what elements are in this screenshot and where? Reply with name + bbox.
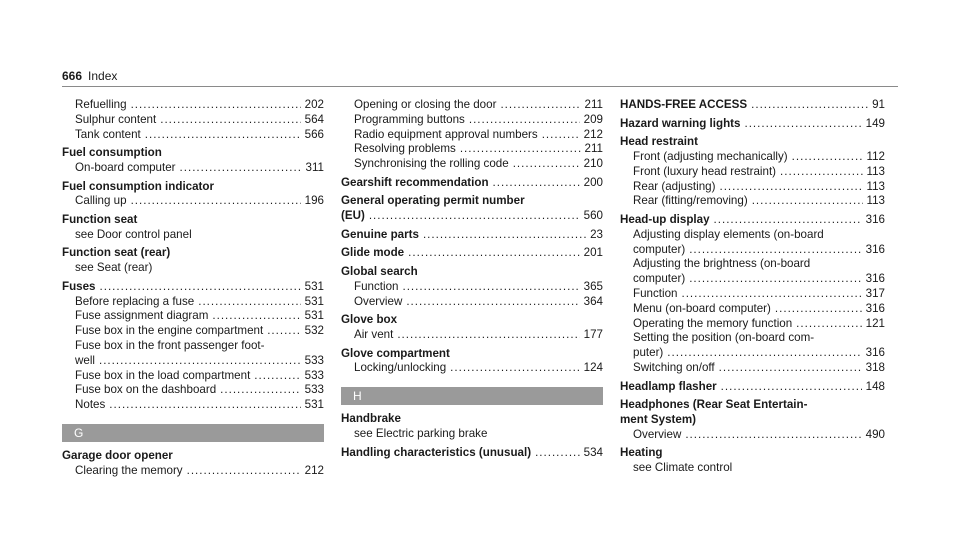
dot-leader [796, 317, 861, 332]
entry-label: Headphones (Rear Seat Entertain- [620, 398, 808, 412]
page-reference: 564 [304, 112, 324, 126]
dot-leader [752, 194, 863, 209]
page-reference: 532 [304, 324, 324, 338]
page-reference: 311 [305, 160, 324, 174]
entry-label: Fuel consumption [62, 146, 162, 160]
page-reference: 212 [304, 463, 324, 477]
page-reference: 365 [583, 279, 603, 293]
entry-label: Fuses [62, 279, 96, 293]
index-subentry [620, 361, 885, 376]
entry-label: Switching on/off [633, 360, 715, 374]
index-subentry [62, 324, 324, 339]
entry-label: Function [633, 286, 678, 300]
dot-leader [145, 128, 301, 143]
dot-leader [460, 142, 581, 157]
entry-label: Gearshift recommendation [341, 175, 489, 189]
index-subentry [341, 280, 603, 295]
page-reference: 23 [590, 227, 603, 241]
index-entry [341, 313, 603, 328]
entry-label: Calling up [75, 194, 127, 208]
entry-label: Fuse box in the load compartment [75, 368, 251, 382]
page-reference: 121 [865, 316, 885, 330]
entry-label: Tank content [75, 127, 141, 141]
page-number: 666 [62, 69, 83, 83]
dot-leader [212, 309, 300, 324]
dot-leader [187, 464, 301, 479]
index-subentry [62, 228, 324, 243]
page-reference: 91 [872, 98, 885, 111]
entry-label: Fuse box on the dashboard [75, 383, 217, 397]
page-reference: 316 [865, 346, 885, 360]
entry-label: Fuel consumption indicator [62, 179, 215, 193]
dot-leader [99, 354, 301, 369]
index-entry [341, 246, 603, 261]
dot-leader [408, 246, 580, 261]
index-subentry [62, 194, 324, 209]
page-reference: 209 [583, 112, 603, 126]
entry-label: Air vent [354, 327, 394, 341]
dot-leader [542, 128, 580, 143]
index-entry [620, 413, 885, 428]
index-entry [341, 228, 603, 243]
dot-leader [719, 361, 862, 376]
entry-label: Programming buttons [354, 112, 465, 126]
page-reference: 533 [304, 383, 324, 397]
entry-label: Adjusting the brightness (on-board [633, 257, 811, 271]
page-reference: 211 [584, 98, 603, 111]
entry-label: see Door control panel [75, 227, 192, 241]
index-subentry [341, 427, 603, 442]
index-subentry [620, 165, 885, 180]
entry-label: Overview [633, 427, 682, 441]
entry-label: Sulphur content [75, 112, 157, 126]
entry-label: see Climate control [633, 461, 733, 475]
page-reference: 531 [304, 398, 324, 412]
index-subentry [620, 243, 885, 258]
index-subentry [62, 295, 324, 310]
entry-label: HANDS-FREE ACCESS [620, 98, 748, 111]
page-title: Index [88, 69, 118, 83]
index-entry [341, 412, 603, 427]
dot-leader [513, 157, 580, 172]
entry-label: Function seat (rear) [62, 246, 171, 260]
entry-label: Front (adjusting mechanically) [633, 149, 788, 163]
index-entry [341, 446, 603, 461]
entry-label: Heating [620, 446, 663, 460]
dot-leader [751, 98, 868, 113]
index-entry [620, 117, 885, 132]
entry-label: Overview [354, 294, 403, 308]
entry-label: Locking/unlocking [354, 361, 447, 375]
index-entry [62, 280, 324, 295]
page-reference: 316 [865, 301, 885, 315]
index-subentry [62, 369, 324, 384]
index-subentry [341, 361, 603, 376]
dot-leader [220, 383, 300, 398]
page-reference: 149 [865, 116, 885, 130]
dot-leader [500, 98, 580, 113]
dot-leader [685, 428, 861, 443]
entry-label: Glove compartment [341, 346, 450, 360]
dot-leader [714, 213, 862, 228]
entry-label: Refuelling [75, 98, 127, 111]
entry-label: well [75, 353, 95, 367]
page-reference: 113 [866, 179, 885, 193]
index-entry [341, 347, 603, 362]
index-subentry [620, 302, 885, 317]
entry-label: Notes [75, 398, 106, 412]
index-subentry [62, 161, 324, 176]
entry-label: Function seat [62, 212, 138, 226]
entry-label: Resolving problems [354, 142, 456, 156]
dot-leader [254, 369, 300, 384]
index-entry [620, 446, 885, 461]
page-reference: 316 [865, 242, 885, 256]
entry-label: Rear (fitting/removing) [633, 194, 748, 208]
entry-label: Front (luxury head restraint) [633, 164, 777, 178]
index-entry [341, 194, 603, 209]
entry-label: Handbrake [341, 412, 401, 426]
dot-leader [100, 280, 301, 295]
page-reference: 177 [583, 327, 603, 341]
dot-leader [369, 209, 580, 224]
entry-label: computer) [633, 272, 686, 286]
index-subentry [341, 142, 603, 157]
index-subentry [620, 150, 885, 165]
dot-leader [493, 176, 580, 191]
index-subentry [62, 398, 324, 413]
dot-leader [450, 361, 579, 376]
entry-label: Head restraint [620, 135, 698, 149]
dot-leader [109, 398, 300, 413]
page-reference: 210 [583, 157, 603, 171]
entry-label: Fuse box in the front passenger foot- [75, 338, 265, 352]
entry-label: Before replacing a fuse [75, 294, 195, 308]
entry-label: (EU) [341, 209, 365, 223]
page-reference: 364 [583, 294, 603, 308]
index-subentry [620, 272, 885, 287]
index-subentry [341, 98, 603, 113]
index-entry [62, 449, 324, 464]
entry-label: Synchronising the rolling code [354, 157, 509, 171]
index-subentry [620, 228, 885, 243]
entry-label: Fuse assignment diagram [75, 309, 209, 323]
entry-label: Fuse box in the engine compartment [75, 324, 264, 338]
page-reference: 560 [583, 209, 603, 223]
entry-label: Setting the position (on-board com- [633, 331, 815, 345]
index-column-1 [62, 98, 324, 479]
page-reference: 317 [865, 286, 885, 300]
dot-leader [689, 272, 861, 287]
page-reference: 534 [583, 445, 603, 459]
index-entry [62, 213, 324, 228]
index-subentry [620, 257, 885, 272]
index-subentry [620, 428, 885, 443]
dot-leader [469, 113, 580, 128]
index-entry [341, 209, 603, 224]
index-subentry [620, 331, 885, 346]
dot-leader [160, 113, 300, 128]
entry-label: Opening or closing the door [354, 98, 497, 111]
page-reference: 316 [865, 272, 885, 286]
dot-leader [721, 380, 862, 395]
entry-label: Menu (on-board computer) [633, 301, 771, 315]
dot-leader [131, 194, 301, 209]
index-subentry [620, 346, 885, 361]
entry-label: Adjusting display elements (on-board [633, 227, 824, 241]
index-subentry [620, 287, 885, 302]
index-subentry [62, 383, 324, 398]
entry-label: Function [354, 279, 399, 293]
dot-leader [397, 328, 579, 343]
dot-leader [198, 295, 300, 310]
entry-label: Operating the memory function [633, 316, 793, 330]
entry-label: Radio equipment approval numbers [354, 127, 538, 141]
dot-leader [406, 295, 579, 310]
section-letter-bar: H [341, 387, 603, 405]
index-subentry [341, 295, 603, 310]
index-subentry [341, 328, 603, 343]
dot-leader [719, 180, 862, 195]
page-reference: 112 [866, 149, 885, 163]
page-reference: 211 [584, 142, 603, 156]
index-subentry [620, 317, 885, 332]
dot-leader [681, 287, 861, 302]
index-entry [62, 146, 324, 161]
index-entry [341, 265, 603, 280]
dot-leader [780, 165, 862, 180]
dot-leader [689, 243, 861, 258]
page-reference: 533 [304, 368, 324, 382]
index-entry [620, 380, 885, 395]
page-reference: 566 [304, 127, 324, 141]
page-reference: 490 [865, 427, 885, 441]
entry-label: Handling characteristics (unusual) [341, 445, 532, 459]
entry-label: Garage door opener [62, 448, 173, 462]
entry-label: General operating permit number [341, 194, 525, 208]
dot-leader [180, 161, 302, 176]
index-subentry [62, 309, 324, 324]
dot-leader [267, 324, 300, 339]
page-reference: 148 [865, 379, 885, 393]
entry-label: Rear (adjusting) [633, 179, 716, 193]
entry-label: Genuine parts [341, 227, 419, 241]
entry-label: Hazard warning lights [620, 116, 741, 130]
page-reference: 196 [304, 194, 324, 208]
entry-label: Global search [341, 264, 418, 278]
index-subentry [62, 113, 324, 128]
page-reference: 318 [865, 360, 885, 374]
page-reference: 200 [583, 175, 603, 189]
entry-label: see Seat (rear) [75, 261, 153, 275]
index-subentry [62, 128, 324, 143]
dot-leader [423, 228, 586, 243]
index-subentry [341, 113, 603, 128]
page-reference: 531 [304, 309, 324, 323]
entry-label: Glide mode [341, 246, 405, 260]
page-header [62, 69, 117, 83]
entry-label: On-board computer [75, 160, 176, 174]
index-subentry [62, 354, 324, 369]
entry-label: ment System) [620, 412, 697, 426]
entry-label: Glove box [341, 313, 398, 327]
index-entry [62, 180, 324, 195]
index-entry [620, 98, 885, 113]
entry-label: see Electric parking brake [354, 426, 488, 440]
page-reference: 201 [583, 246, 603, 260]
index-subentry [620, 194, 885, 209]
index-subentry [62, 464, 324, 479]
index-entry [341, 176, 603, 191]
index-subentry [341, 157, 603, 172]
dot-leader [535, 446, 580, 461]
page-reference: 531 [304, 279, 324, 293]
page-reference: 533 [304, 353, 324, 367]
index-entry [620, 135, 885, 150]
index-subentry [620, 180, 885, 195]
page-reference: 124 [583, 361, 603, 375]
dot-leader [131, 98, 301, 113]
header-divider [62, 86, 898, 87]
section-letter-bar: G [62, 424, 324, 442]
entry-label: computer) [633, 242, 686, 256]
dot-leader [775, 302, 862, 317]
index-entry [62, 246, 324, 261]
index-entry [620, 213, 885, 228]
page-reference: 531 [304, 294, 324, 308]
page-reference: 212 [583, 127, 603, 141]
entry-label: puter) [633, 346, 664, 360]
entry-label: Headlamp flasher [620, 379, 717, 393]
index-column-3 [620, 98, 885, 476]
dot-leader [744, 117, 861, 132]
index-subentry [62, 98, 324, 113]
index-subentry [62, 261, 324, 276]
index-subentry [62, 339, 324, 354]
page-reference: 202 [304, 98, 324, 111]
dot-leader [402, 280, 579, 295]
page-reference: 316 [865, 212, 885, 226]
dot-leader [792, 150, 863, 165]
page-reference: 113 [866, 194, 885, 208]
index-subentry [620, 461, 885, 476]
index-entry [620, 398, 885, 413]
entry-label: Head-up display [620, 212, 710, 226]
index-column-2 [341, 98, 603, 460]
index-subentry [341, 128, 603, 143]
page-reference: 113 [866, 164, 885, 178]
dot-leader [667, 346, 861, 361]
entry-label: Clearing the memory [75, 463, 183, 477]
